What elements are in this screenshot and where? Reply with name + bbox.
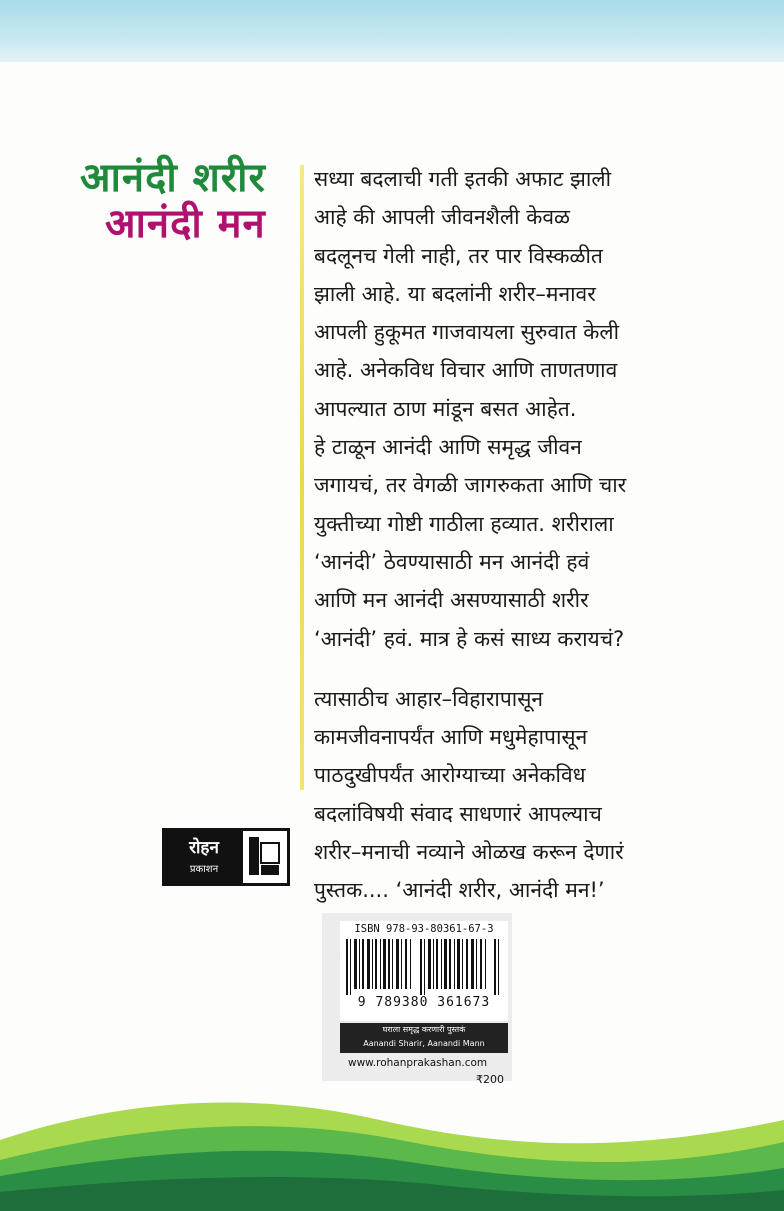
blurb-line: हे टाळून आनंदी आणि समृद्ध जीवन xyxy=(314,435,582,460)
barcode-panel xyxy=(322,913,512,1086)
tagline-marathi: घराला समृद्ध करणारी पुस्तकं xyxy=(382,1025,466,1034)
blurb-line: जगायचं, तर वेगळी जागरुकता आणि चार xyxy=(314,473,627,498)
book-title xyxy=(80,155,290,247)
blurb-line: झाली आहे. या बदलांनी शरीर–मनावर xyxy=(314,281,596,306)
wave-decoration xyxy=(0,1080,784,1211)
blurb-line: आणि मन आनंदी असण्यासाठी शरीर xyxy=(314,588,589,613)
publisher-brand: रोहन xyxy=(189,837,219,858)
blurb-line: बदलूनच गेली नाही, तर पार विस्कळीत xyxy=(314,243,603,268)
tagline xyxy=(340,1023,508,1053)
price-label: ₹200 xyxy=(476,1073,504,1086)
blurb-line: आपल्यात ठाण मांडून बसत आहेत. xyxy=(314,396,577,421)
blurb-line: आहे. अनेकविध विचार आणि ताणतणाव xyxy=(314,358,618,383)
blurb-line: कामजीवनापर्यंत आणि मधुमेहापासून xyxy=(314,725,588,750)
barcode-number: 9 789380 361673 xyxy=(357,995,491,1010)
top-sky-band xyxy=(0,0,784,62)
publisher-logo xyxy=(162,828,290,886)
publisher-logo-text xyxy=(165,831,243,883)
blurb-line: ‘आनंदी’ हवं. मात्र हे कसं साध्य करायचं? xyxy=(314,626,625,651)
blurb-line: पाठदुखीपर्यंत आरोग्याच्या अनेकविध xyxy=(314,763,586,788)
title-line-1: आनंदी शरीर xyxy=(80,155,266,201)
blurb-line: सध्या बदलाची गती इतकी अफाट झाली xyxy=(314,167,612,191)
blurb-line: युक्तीच्या गोष्टी गाठीला हव्यात. शरीराला xyxy=(314,511,614,536)
website-link[interactable]: www.rohanprakashan.com xyxy=(348,1057,488,1069)
blurb-line: ‘आनंदी’ ठेवण्यासाठी मन आनंदी हवं xyxy=(314,549,590,574)
blurb-line: त्यासाठीच आहार–विहारापासून xyxy=(314,686,544,711)
blurb-line: आपली हुकूमत गाजवायला सुरुवात केली xyxy=(314,320,620,345)
blurb-line: शरीर–मनाची नव्याने ओळख करून देणारं xyxy=(314,840,624,865)
blurb-line: बदलांविषयी संवाद साधणारं आपल्याच xyxy=(314,801,602,826)
book-stack-icon xyxy=(247,835,283,877)
blurb-paragraph-2 xyxy=(314,680,754,910)
isbn-text: ISBN 978-93-80361-67-3 xyxy=(354,923,494,935)
divider-line xyxy=(300,165,304,790)
publisher-mark xyxy=(243,831,287,883)
title-line-2: आनंदी मन xyxy=(105,201,266,247)
blurb-line: आहे की आपली जीवनशैली केवळ xyxy=(314,205,571,230)
publisher-sub: प्रकाशन xyxy=(189,863,219,875)
blurb-line: पुस्तक.... ‘आनंदी शरीर, आनंदी मन!’ xyxy=(314,878,605,903)
barcode xyxy=(340,921,508,1021)
blurb-paragraph-1 xyxy=(314,160,754,658)
blurb-text xyxy=(314,160,754,910)
barcode-bars-icon xyxy=(344,939,504,995)
tagline-english: Aanandi Sharir, Aanandi Mann xyxy=(363,1039,485,1048)
